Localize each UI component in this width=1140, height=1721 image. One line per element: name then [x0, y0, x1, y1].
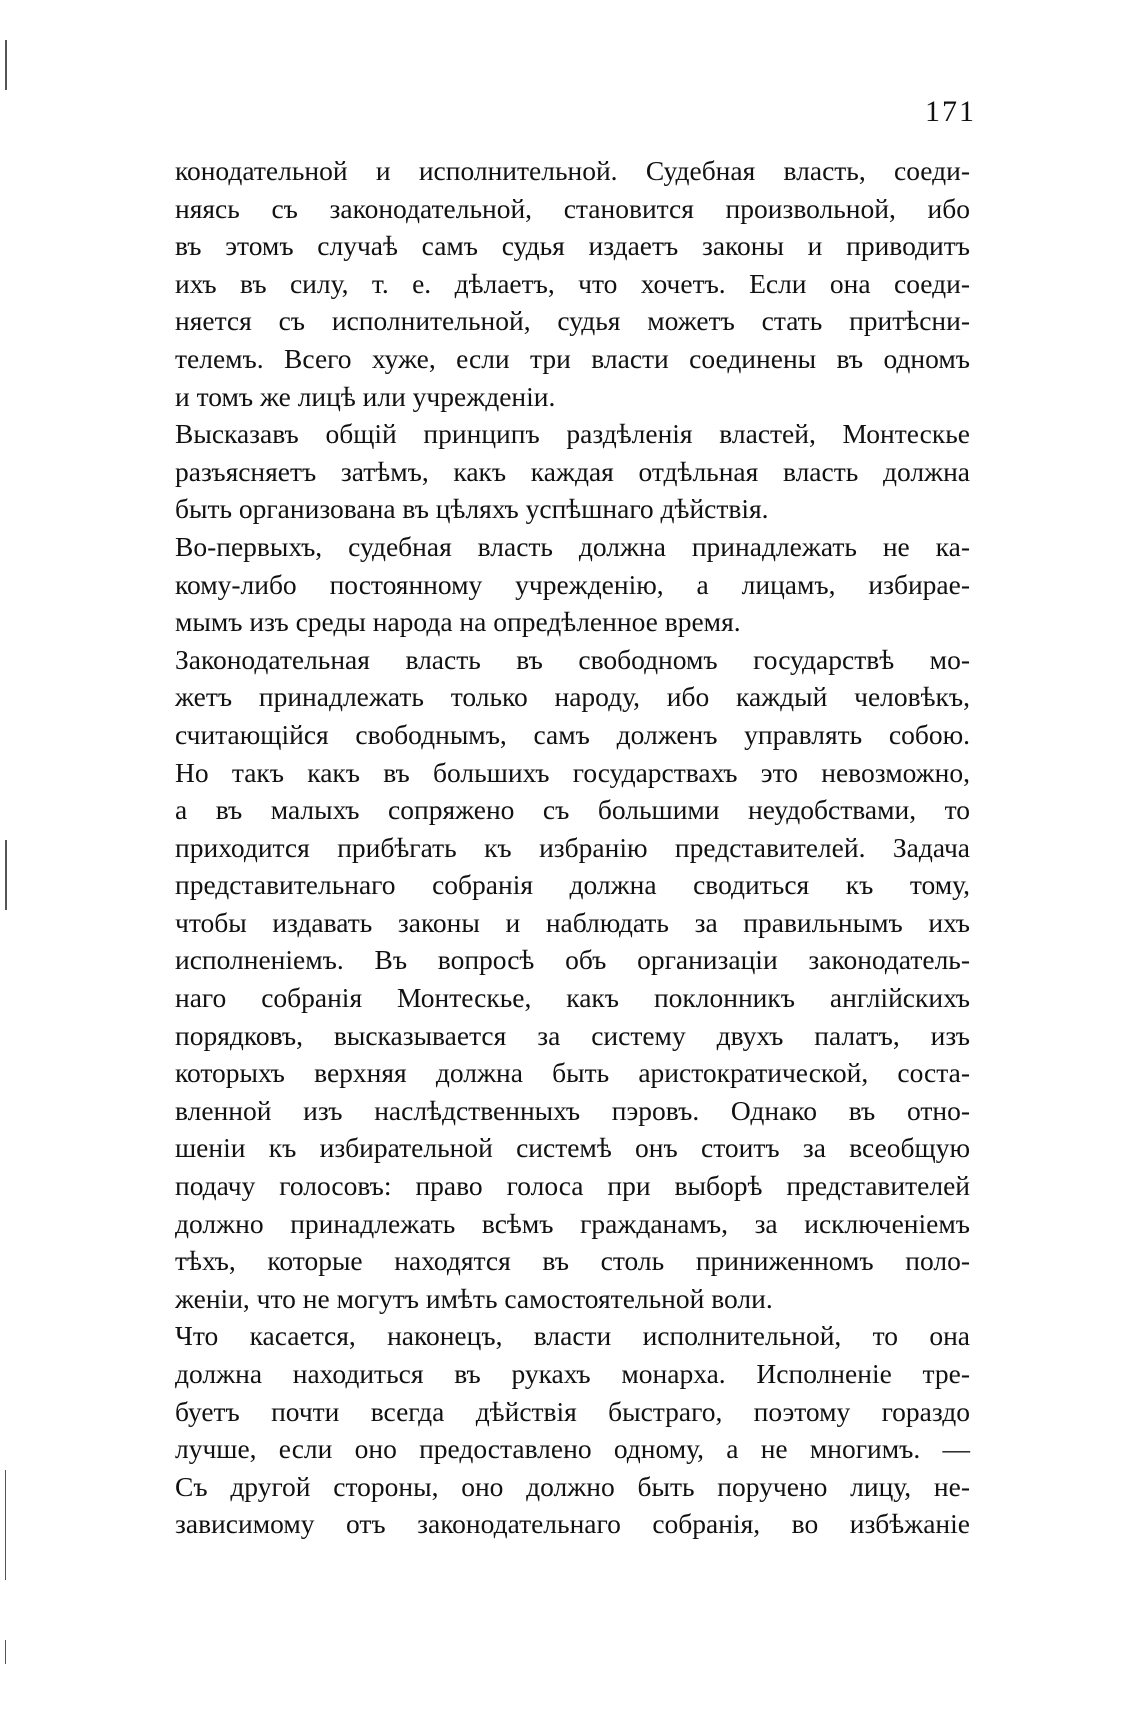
text-line: жетъ принадлежать только народу, ибо каждый человѣкъ,: [175, 681, 970, 713]
text-line: вленной изъ наслѣдственныхъ пэровъ. Однако въ отно-: [175, 1094, 970, 1126]
scan-edge-mark: [5, 840, 7, 910]
scan-edge-mark: [5, 1470, 6, 1580]
text-line: женіи, что не могутъ имѣть самостоятельной воли.: [175, 1282, 773, 1314]
text-line: буетъ почти всегда дѣйствія быстраго, поэтому гораздо: [175, 1395, 970, 1427]
text-line: Съ другой стороны, оно должно быть поручено лицу, не-: [175, 1470, 970, 1502]
text-line: Что касается, наконецъ, власти исполнительной, то она: [175, 1320, 970, 1352]
text-line: Но такъ какъ въ большихъ государствахъ это невозможно,: [175, 756, 970, 788]
text-line: зависимому отъ законодательнаго собранія, во избѣжаніе: [175, 1508, 970, 1540]
text-line: быть организована въ цѣляхъ успѣшнаго дѣйствія.: [175, 493, 769, 525]
text-line: наго собранія Монтескье, какъ поклонникъ англійскихъ: [175, 982, 970, 1014]
text-line: должно принадлежать всѣмъ гражданамъ, за исключеніемъ: [175, 1207, 970, 1239]
text-line: а въ малыхъ сопряжено съ большими неудобствами, то: [175, 794, 970, 826]
text-line: Во-первыхъ, судебная власть должна принадлежать не ка-: [175, 530, 970, 562]
body-text: [175, 152, 970, 1543]
text-line: Высказавъ общій принципъ раздѣленія властей, Монтескье: [175, 418, 970, 450]
text-line: представительнаго собранія должна сводиться къ тому,: [175, 869, 970, 901]
text-line: въ этомъ случаѣ самъ судья издаетъ законы и приводитъ: [175, 230, 970, 262]
text-line: чтобы издавать законы и наблюдать за правильнымъ ихъ: [175, 906, 970, 938]
text-line: разъясняетъ затѣмъ, какъ каждая отдѣльная власть должна: [175, 455, 970, 487]
text-line: подачу голосовъ: право голоса при выборѣ представителей: [175, 1170, 970, 1202]
text-line: и томъ же лицѣ или учрежденіи.: [175, 380, 556, 412]
page-number: 171: [925, 95, 976, 128]
scan-edge-mark: [5, 40, 7, 90]
text-line: исполненіемъ. Въ вопросѣ объ организаціи законодатель-: [175, 944, 970, 976]
text-line: кому-либо постоянному учрежденію, а лицамъ, избирае-: [175, 568, 970, 600]
text-line: телемъ. Всего хуже, если три власти соединены въ одномъ: [175, 342, 970, 374]
text-line: приходится прибѣгать къ избранію представителей. Задача: [175, 831, 970, 863]
text-line: мымъ изъ среды народа на опредѣленное время.: [175, 606, 741, 638]
text-line: считающійся свободнымъ, самъ долженъ управлять собою.: [175, 718, 970, 750]
text-line: няется съ исполнительной, судья можетъ стать притѣсни-: [175, 305, 970, 337]
text-line: лучше, если оно предоставлено одному, а не многимъ. —: [175, 1433, 970, 1465]
scan-edge-mark: [5, 1640, 6, 1664]
text-line: шеніи къ избирательной системѣ онъ стоитъ за всеобщую: [175, 1132, 970, 1164]
text-line: тѣхъ, которые находятся въ столь приниженномъ поло-: [175, 1245, 970, 1277]
text-line: которыхъ верхняя должна быть аристократической, соста-: [175, 1057, 970, 1089]
text-line: няясь съ законодательной, становится произвольной, ибо: [175, 192, 970, 224]
text-line: порядковъ, высказывается за систему двухъ палатъ, изъ: [175, 1019, 970, 1051]
text-line: Законодательная власть въ свободномъ государствѣ мо-: [175, 643, 970, 675]
text-line: ихъ въ силу, т. е. дѣлаетъ, что хочетъ. Если она соеди-: [175, 267, 970, 299]
text-line: должна находиться въ рукахъ монарха. Исполненіе тре-: [175, 1358, 970, 1389]
text-line: конодательной и исполнительной. Судебная власть, соеди-: [175, 155, 970, 186]
